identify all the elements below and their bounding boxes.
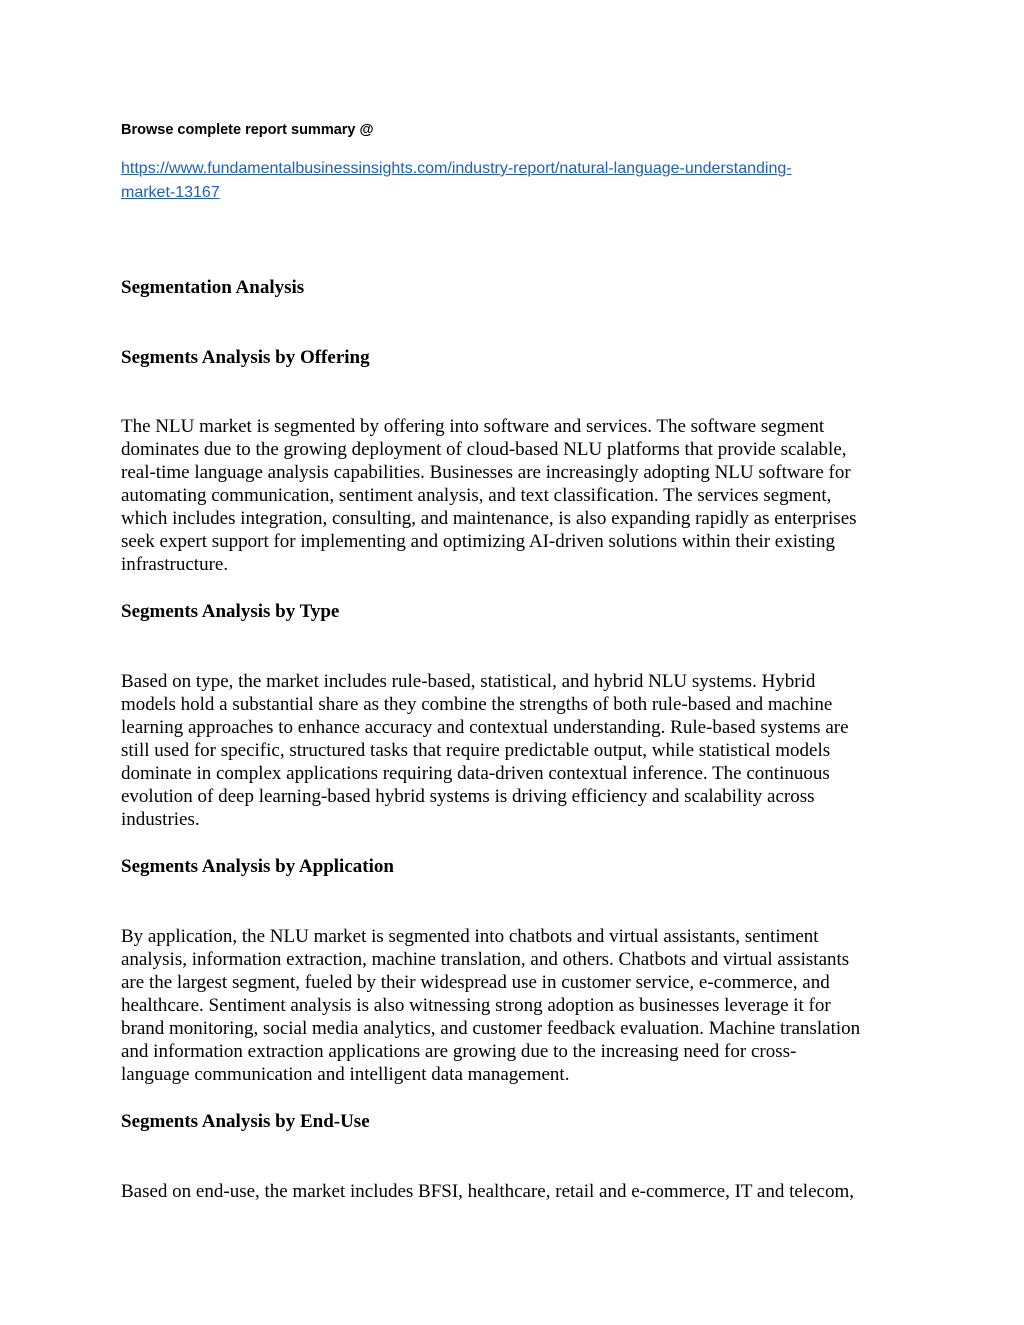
text-line: industries. [121,809,200,830]
text-line: which includes integration, consulting, and maintenance, is also expanding rapidly as enterprises [121,508,857,529]
text-line: still used for specific, structured tasks that require predictable output, while statistical models [121,740,831,761]
link-line[interactable]: market-13167 [121,184,220,201]
text-line: automating communication, sentiment analysis, and text classification. The services segment, [121,485,832,506]
text-line: language communication and intelligent data management. [121,1064,570,1085]
browse-label: Browse complete report summary @ [121,122,374,138]
text-line: are the largest segment, fueled by their widespread use in customer service, e-commerce, and [121,972,830,993]
paragraph-offering [121,415,857,576]
section-title: Segmentation Analysis [121,277,305,298]
text-line: Based on end-use, the market includes BFSI, healthcare, retail and e-commerce, IT and telecom, [121,1181,854,1202]
paragraph-type [121,670,849,831]
text-line: dominates due to the growing deployment of cloud-based NLU platforms that provide scalable, [121,439,847,460]
text-line: The NLU market is segmented by offering into software and services. The software segment [121,416,825,437]
link-line[interactable]: https://www.fundamentalbusinessinsights.com/industry-report/natural-language-understanding- [121,160,792,177]
paragraph-end-use [121,1180,854,1203]
text-line: Based on type, the market includes rule-based, statistical, and hybrid NLU systems. Hybrid [121,671,816,692]
text-line: brand monitoring, social media analytics, and customer feedback evaluation. Machine translation [121,1018,861,1039]
report-link[interactable] [121,157,792,205]
heading-type: Segments Analysis by Type [121,601,340,622]
text-line: evolution of deep learning-based hybrid systems is driving efficiency and scalability across [121,786,815,807]
heading-offering: Segments Analysis by Offering [121,347,370,368]
text-line: analysis, information extraction, machine translation, and others. Chatbots and virtual assistants [121,949,850,970]
text-line: and information extraction applications are growing due to the increasing need for cross- [121,1041,797,1062]
paragraph-application [121,925,860,1086]
text-line: learning approaches to enhance accuracy and contextual understanding. Rule-based systems are [121,717,849,738]
text-line: healthcare. Sentiment analysis is also witnessing strong adoption as businesses leverage it for [121,995,831,1016]
text-line: infrastructure. [121,554,229,575]
text-line: seek expert support for implementing and optimizing AI-driven solutions within their existing [121,531,835,552]
text-line: models hold a substantial share as they combine the strengths of both rule-based and machine [121,694,833,715]
heading-end-use: Segments Analysis by End-Use [121,1111,370,1132]
text-line: By application, the NLU market is segmented into chatbots and virtual assistants, sentiment [121,926,819,947]
text-line: dominate in complex applications requiring data-driven contextual inference. The continuous [121,763,830,784]
text-line: real-time language analysis capabilities. Businesses are increasingly adopting NLU software for [121,462,851,483]
heading-application: Segments Analysis by Application [121,856,394,877]
